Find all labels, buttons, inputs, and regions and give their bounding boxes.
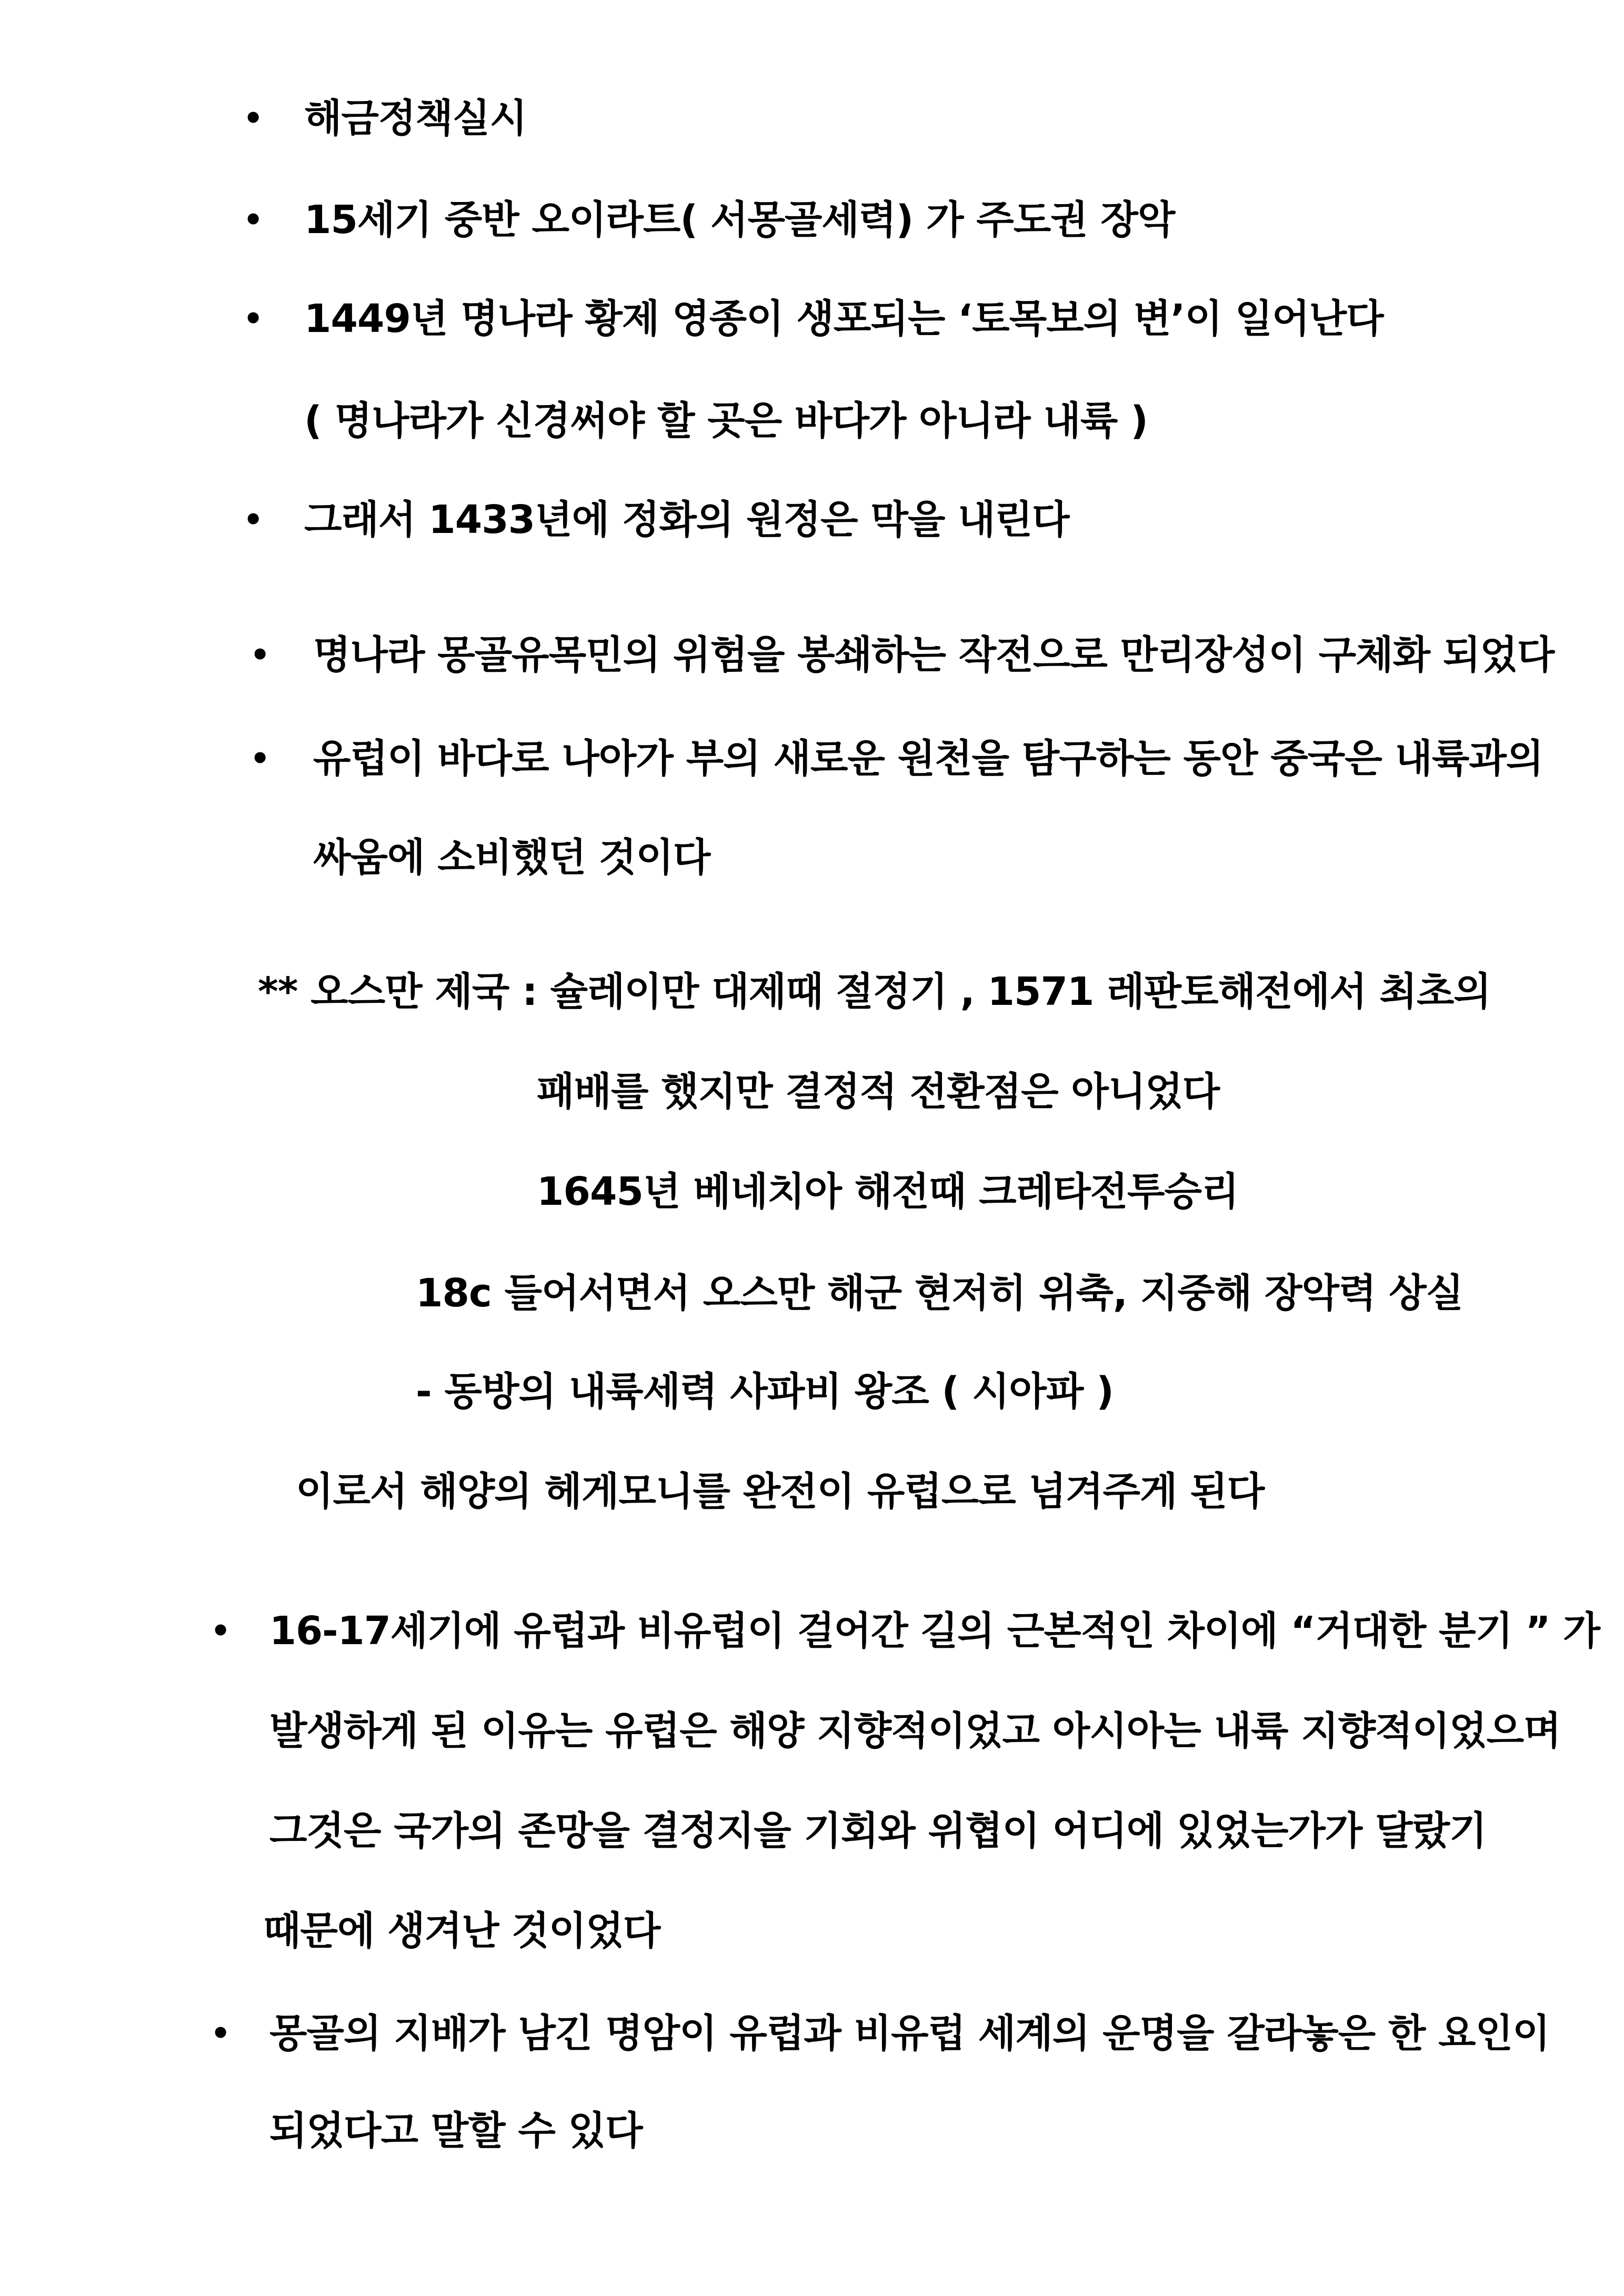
- bullet-marker: •: [210, 2015, 231, 2052]
- bullet-marker: •: [250, 740, 270, 777]
- text-line: 그래서 1433년에 정화의 원정은 막을 내린다: [304, 497, 1069, 542]
- text-line: 싸움에 소비했던 것이다: [313, 835, 710, 880]
- text-line: 1645년 베네치아 해전때 크레타전투승리: [537, 1169, 1239, 1214]
- text-line: 15세기 중반 오이라트( 서몽골세력) 가 주도권 장악: [304, 197, 1175, 243]
- bullet-marker: •: [250, 637, 270, 673]
- text-line: 유럽이 바다로 나아가 부의 새로운 원천을 탐구하는 동안 중국은 내륙과의: [313, 736, 1543, 781]
- text-line: 발생하게 된 이유는 유럽은 해양 지향적이었고 아시아는 내륙 지향적이었으며: [269, 1708, 1561, 1754]
- text-line: ( 명나라가 신경써야 할 곳은 바다가 아니라 내륙 ): [304, 398, 1148, 444]
- text-line: 몽골의 지배가 남긴 명암이 유럽과 비유럽 세계의 운명을 갈라놓은 한 요인이: [269, 2011, 1550, 2056]
- text-line: 때문에 생겨난 것이었다: [263, 1908, 660, 1953]
- bullet-marker: •: [243, 202, 264, 238]
- bullet-marker: •: [243, 501, 264, 538]
- text-line: 이로서 해양의 헤게모니를 완전이 유럽으로 넘겨주게 된다: [296, 1469, 1265, 1514]
- bullet-marker: •: [210, 1613, 231, 1649]
- text-line: - 동방의 내륙세력 사파비 왕조 ( 시아파 ): [416, 1369, 1114, 1414]
- bullet-marker: •: [243, 100, 264, 137]
- text-line: 18c 들어서면서 오스만 해군 현저히 위축, 지중해 장악력 상실: [416, 1271, 1463, 1316]
- text-line: 그것은 국가의 존망을 결정지을 기회와 위협이 어디에 있었는가가 달랐기: [269, 1808, 1487, 1854]
- text-line: 패배를 했지만 결정적 전환점은 아니었다: [537, 1069, 1220, 1114]
- text-line: 16-17세기에 유럽과 비유럽이 걸어간 길의 근본적인 차이에 “거대한 분기 ” 가: [269, 1608, 1600, 1654]
- text-line: 해금정책실시: [304, 96, 527, 141]
- text-line: 1449년 명나라 황제 영종이 생포되는 ‘토목보의 변’이 일어난다: [304, 296, 1384, 341]
- text-line: ** 오스만 제국 : 슐레이만 대제때 절정기 , 1571 레판토해전에서 최초의: [258, 969, 1491, 1014]
- text-line: 되었다고 말할 수 있다: [269, 2108, 643, 2153]
- text-line: 명나라 몽골유목민의 위험을 봉쇄하는 작전으로 만리장성이 구체화 되었다: [313, 632, 1555, 678]
- bullet-marker: •: [243, 300, 264, 337]
